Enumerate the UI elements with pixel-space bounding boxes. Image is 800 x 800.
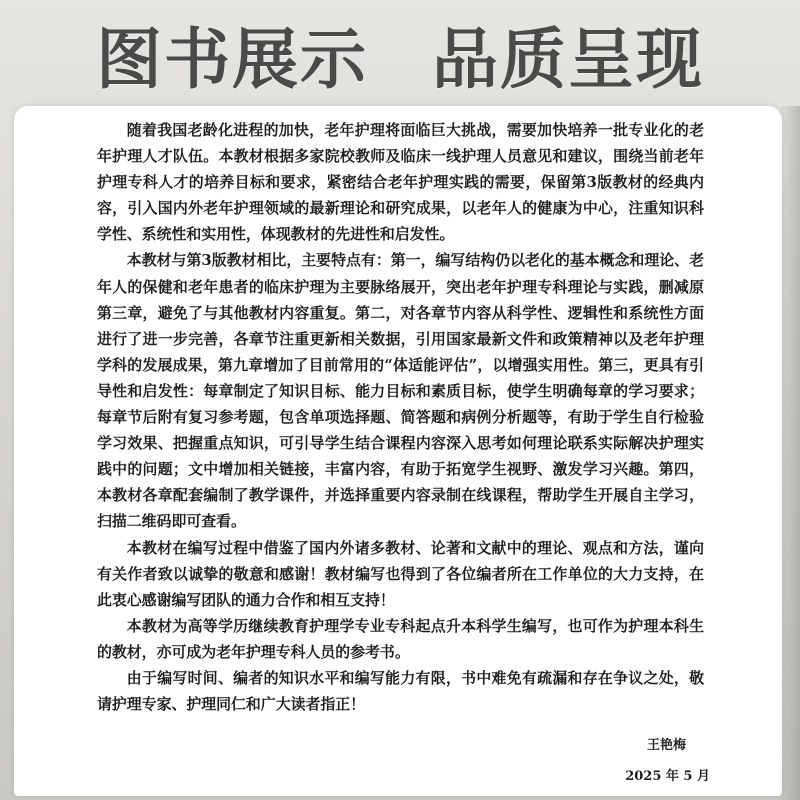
page-edge-shadow [778, 106, 800, 800]
preface-paragraph: 本教材与第3版教材相比，主要特点有：第一，编写结构仍以老化的基本概念和理论、老年人的保健和老年患者的临床护理为主要脉络展开，突出老年护理专科理论与实践，删减原第三章，避免了与其他教材内容重复。第二，对各章节内容从科学性、逻辑性和系统性方面进行了进一步完善，各章节注重更新相关数据，引用国家最新文件和政策精神以及老年护理学科的发展成果，第九章增加了目前常用的“体适能评估”，以增强实用性。第三，更具有引导性和启发性：每章制定了知识目标、能力目标和素质目标，使学生明确每章的学习要求；每章节后附有复习参考题，包含单项选择题、简答题和病例分析题等，有助于学生自行检验学习效果、把握重点知识，可引导学生结合课程内容深入思考如何理论联系实际解决护理实践中的问题；文中增加相关链接，丰富内容，有助于拓宽学生视野、激发学习兴趣。第四，本教材各章配套编制了教学课件，并选择重要内容录制在线课程，帮助学生开展自主学习，扫描二维码即可查看。 [97, 251, 704, 531]
preface-date: 2025 年 5 月 [625, 769, 710, 784]
signature-block [560, 734, 710, 784]
preface-paragraph: 随着我国老龄化进程的加快，老年护理将面临巨大挑战，需要加快培养一批专业化的老年护理人才队伍。本教材根据多家院校教师及临床一线护理人员意见和建议，围绕当前老年护理专科人才的培养目标和要求，紧密结合老年护理实践的需要，保留第3版教材的经典内容，引入国内外老年护理领域的最新理论和研究成果，以老年人的健康为中心，注重知识科学性、系统性和实用性，体现教材的先进性和启发性。 [97, 121, 704, 244]
preface-text [97, 117, 704, 717]
preface-paragraph: 由于编写时间、编者的知识水平和编写能力有限，书中难免有疏漏和存在争议之处，敬请护理专家、护理同仁和广大读者指正！ [97, 668, 704, 714]
banner-title-right: 品质呈现 [432, 20, 704, 98]
preface-paragraph: 本教材在编写过程中借鉴了国内外诸多教材、论著和文献中的理论、观点和方法，谨向有关作者致以诚挚的敬意和感谢！教材编写也得到了各位编者所在工作单位的大力支持，在此衷心感谢编写团队的通力合作和相互支持！ [97, 538, 704, 609]
banner-title [0, 8, 800, 98]
author-name: 王艳梅 [646, 738, 686, 753]
banner-title-left: 图书展示 [96, 20, 368, 98]
preface-paragraph: 本教材为高等学历继续教育护理学专业专科起点升本科学生编写，也可作为护理本科生的教材，亦可成为老年护理专科人员的参考书。 [97, 616, 704, 661]
